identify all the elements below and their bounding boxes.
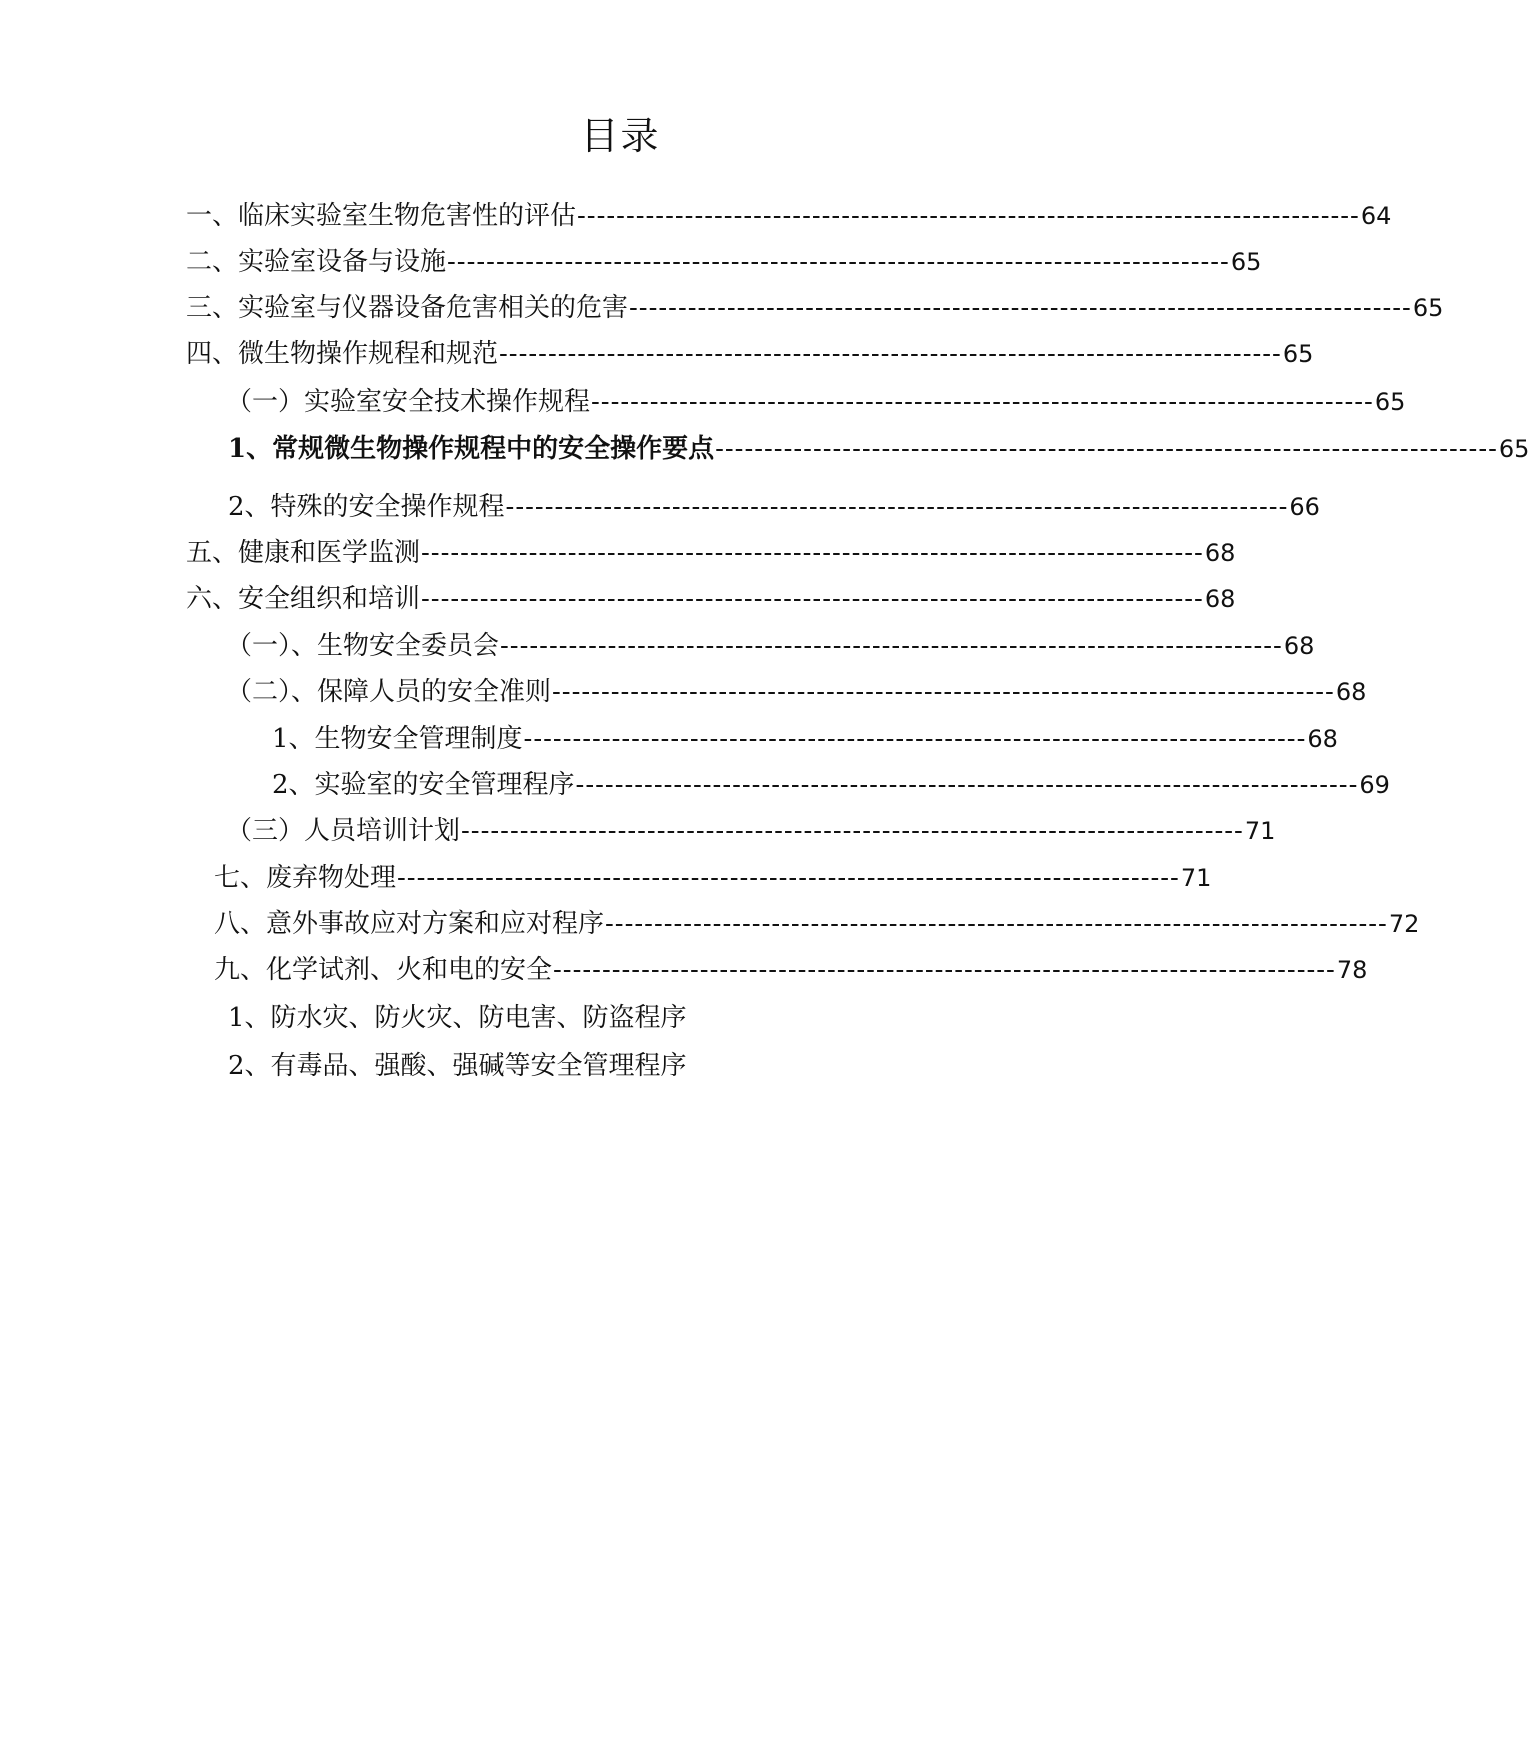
toc-leader-dashes: -------------------------------------------------------------------------------- <box>421 584 1204 614</box>
toc-entry-page-number: 69 <box>1359 771 1390 799</box>
toc-entry-page-number: 65 <box>1282 340 1314 368</box>
toc-leader-dashes: -------------------------------------------------------------------------------- <box>629 293 1412 323</box>
toc-entry-label: 2、实验室的安全管理程序 <box>272 770 575 800</box>
toc-entry[interactable] <box>186 291 1444 325</box>
toc-leader-dashes: -------------------------------------------------------------------------------- <box>500 631 1283 661</box>
toc-entry-label: （三）人员培训计划 <box>226 816 461 846</box>
toc-leader-dashes: -------------------------------------------------------------------------------- <box>715 434 1498 464</box>
toc-entry-label: 1、防水灾、防火灾、防电害、防盗程序 <box>228 1003 687 1033</box>
toc-entry-page-number: 68 <box>1283 632 1315 660</box>
toc-entry-label: （二）、保障人员的安全准则 <box>226 677 552 707</box>
toc-leader-dashes: -------------------------------------------------------------------------------- <box>397 863 1180 893</box>
toc-entry[interactable] <box>186 582 1236 616</box>
toc-entry-page-number: 71 <box>1244 817 1276 845</box>
toc-leader-dashes: -------------------------------------------------------------------------------- <box>605 909 1388 939</box>
toc-leader-dashes: -------------------------------------------------------------------------------- <box>523 724 1307 754</box>
toc-leader-dashes: -------------------------------------------------------------------------------- <box>553 955 1336 985</box>
toc-entry[interactable] <box>272 722 1338 756</box>
toc-entry[interactable] <box>226 675 1367 709</box>
toc-leader-dashes: -------------------------------------------------------------------------------- <box>461 816 1244 846</box>
toc-entry-page-number: 78 <box>1336 956 1368 984</box>
toc-entry-label: （一）实验室安全技术操作规程 <box>226 387 591 417</box>
toc-entry[interactable] <box>186 199 1392 233</box>
toc-leader-dashes: -------------------------------------------------------------------------------- <box>421 538 1204 568</box>
toc-entry-page-number: 68 <box>1204 539 1236 567</box>
toc-entry-label: 四、微生物操作规程和规范 <box>186 339 499 369</box>
toc-leader-dashes: -------------------------------------------------------------------------------- <box>447 247 1230 277</box>
toc-entry-label: 五、健康和医学监测 <box>186 538 421 568</box>
toc-entry[interactable] <box>226 629 1315 663</box>
toc-entry-label: （一）、生物安全委员会 <box>226 631 500 661</box>
toc-entry[interactable] <box>228 432 1529 466</box>
toc-entry[interactable] <box>226 814 1276 848</box>
toc-entry-label: 2、有毒品、强酸、强碱等安全管理程序 <box>228 1051 687 1081</box>
toc-entry-label: 2、特殊的安全操作规程 <box>228 492 505 522</box>
toc-entry-label: 1、常规微生物操作规程中的安全操作要点 <box>228 434 715 464</box>
toc-entry[interactable] <box>272 768 1390 802</box>
toc-entry-label: 八、意外事故应对方案和应对程序 <box>214 909 605 939</box>
toc-entry-label: 三、实验室与仪器设备危害相关的危害 <box>186 293 629 323</box>
toc-entry-label: 一、临床实验室生物危害性的评估 <box>186 201 577 231</box>
toc-entry-label: 二、实验室设备与设施 <box>186 247 447 277</box>
toc-entry[interactable] <box>228 1049 687 1083</box>
toc-entry[interactable] <box>186 536 1236 570</box>
toc-leader-dashes: -------------------------------------------------------------------------------- <box>505 492 1289 522</box>
toc-entry-page-number: 66 <box>1289 493 1320 521</box>
toc-entry-page-number: 72 <box>1388 910 1420 938</box>
toc-entry[interactable] <box>186 337 1314 371</box>
toc-entry-page-number: 65 <box>1230 248 1262 276</box>
toc-entry-label: 九、化学试剂、火和电的安全 <box>214 955 553 985</box>
toc-entry[interactable] <box>186 245 1262 279</box>
toc-entry[interactable] <box>228 490 1320 524</box>
toc-leader-dashes: -------------------------------------------------------------------------------- <box>552 677 1335 707</box>
toc-leader-dashes: -------------------------------------------------------------------------------- <box>575 770 1359 800</box>
toc-entry-page-number: 65 <box>1374 388 1406 416</box>
toc-entry-page-number: 64 <box>1360 202 1392 230</box>
toc-entry-label: 1、生物安全管理制度 <box>272 724 523 754</box>
toc-entry[interactable] <box>214 953 1368 987</box>
page-title: 目录 <box>580 114 661 158</box>
toc-entry-label: 六、安全组织和培训 <box>186 584 421 614</box>
toc-entry[interactable] <box>226 385 1406 419</box>
toc-entry[interactable] <box>228 1001 687 1035</box>
toc-leader-dashes: -------------------------------------------------------------------------------- <box>591 387 1374 417</box>
toc-entry[interactable] <box>214 861 1212 895</box>
toc-entry[interactable] <box>214 907 1420 941</box>
toc-entry-label: 七、废弃物处理 <box>214 863 397 893</box>
toc-entry-page-number: 68 <box>1204 585 1236 613</box>
toc-entry-page-number: 68 <box>1307 725 1338 753</box>
toc-entry-page-number: 65 <box>1412 294 1444 322</box>
toc-entry-page-number: 68 <box>1335 678 1367 706</box>
toc-entry-page-number: 65 <box>1498 435 1529 463</box>
toc-entry-page-number: 71 <box>1180 864 1212 892</box>
toc-leader-dashes: -------------------------------------------------------------------------------- <box>499 339 1282 369</box>
toc-leader-dashes: -------------------------------------------------------------------------------- <box>577 201 1360 231</box>
